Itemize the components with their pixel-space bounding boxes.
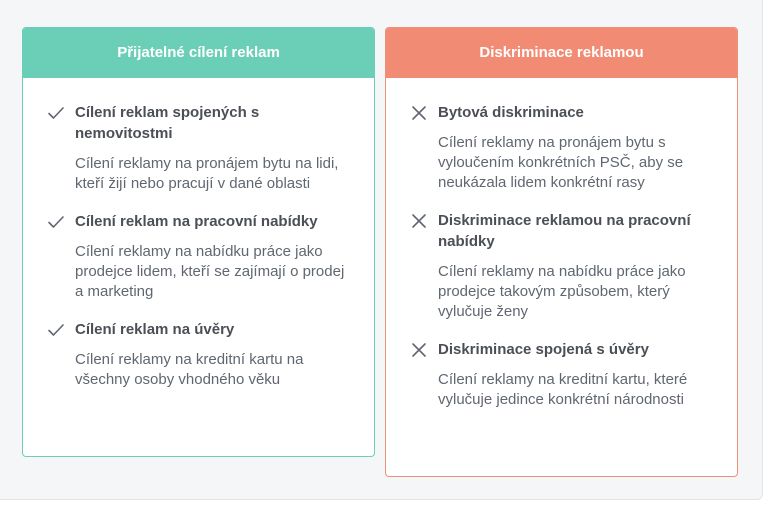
cross-icon (410, 104, 428, 122)
list-item-body (75, 319, 354, 390)
list-item (47, 102, 354, 194)
item-title: Cílení reklam na úvěry (75, 321, 235, 338)
check-icon (47, 321, 65, 339)
list-item (47, 319, 354, 390)
acceptable-targeting-list (23, 78, 374, 390)
item-title: Diskriminace reklamou na pracovní nabídky (438, 212, 691, 250)
item-title: Cílení reklam spojených s nemovitostmi (75, 104, 260, 142)
item-description: Cílení reklamy na pronájem bytu s vyloučením konkrétních PSČ, aby se neukázala lidem konkrétní rasy (438, 134, 684, 191)
cross-icon (410, 212, 428, 230)
ad-discrimination-card (385, 27, 738, 477)
item-description: Cílení reklamy na nabídku práce jako prodejce lidem, kteří se zajímají o prodej a marketing (75, 243, 345, 300)
item-title: Cílení reklam na pracovní nabídky (75, 213, 318, 230)
item-description: Cílení reklamy na kreditní kartu na všechny osoby vhodného věku (75, 351, 304, 388)
list-item-body (438, 339, 717, 410)
acceptable-targeting-header: Přijatelné cílení reklam (23, 28, 374, 78)
ad-discrimination-list (386, 78, 737, 410)
list-item-body (438, 102, 717, 193)
list-item (47, 211, 354, 302)
cross-icon (410, 341, 428, 359)
item-description: Cílení reklamy na pronájem bytu na lidi, kteří žijí nebo pracují v dané oblasti (75, 155, 339, 192)
check-icon (47, 104, 65, 122)
item-description: Cílení reklamy na kreditní kartu, které vylučuje jedince konkrétní národnosti (438, 371, 688, 408)
list-item (410, 102, 717, 193)
item-description: Cílení reklamy na nabídku práce jako prodejce takovým způsobem, který vylučuje ženy (438, 263, 686, 320)
cropped-text-line (22, 0, 262, 2)
list-item-body (438, 210, 717, 322)
check-icon (47, 213, 65, 231)
ad-discrimination-header: Diskriminace reklamou (386, 28, 737, 78)
item-title: Diskriminace spojená s úvěry (438, 341, 649, 358)
list-item-body (75, 211, 354, 302)
list-item-body (75, 102, 354, 194)
list-item (410, 210, 717, 322)
item-title: Bytová diskriminace (438, 104, 584, 121)
list-item (410, 339, 717, 410)
acceptable-targeting-card (22, 27, 375, 457)
